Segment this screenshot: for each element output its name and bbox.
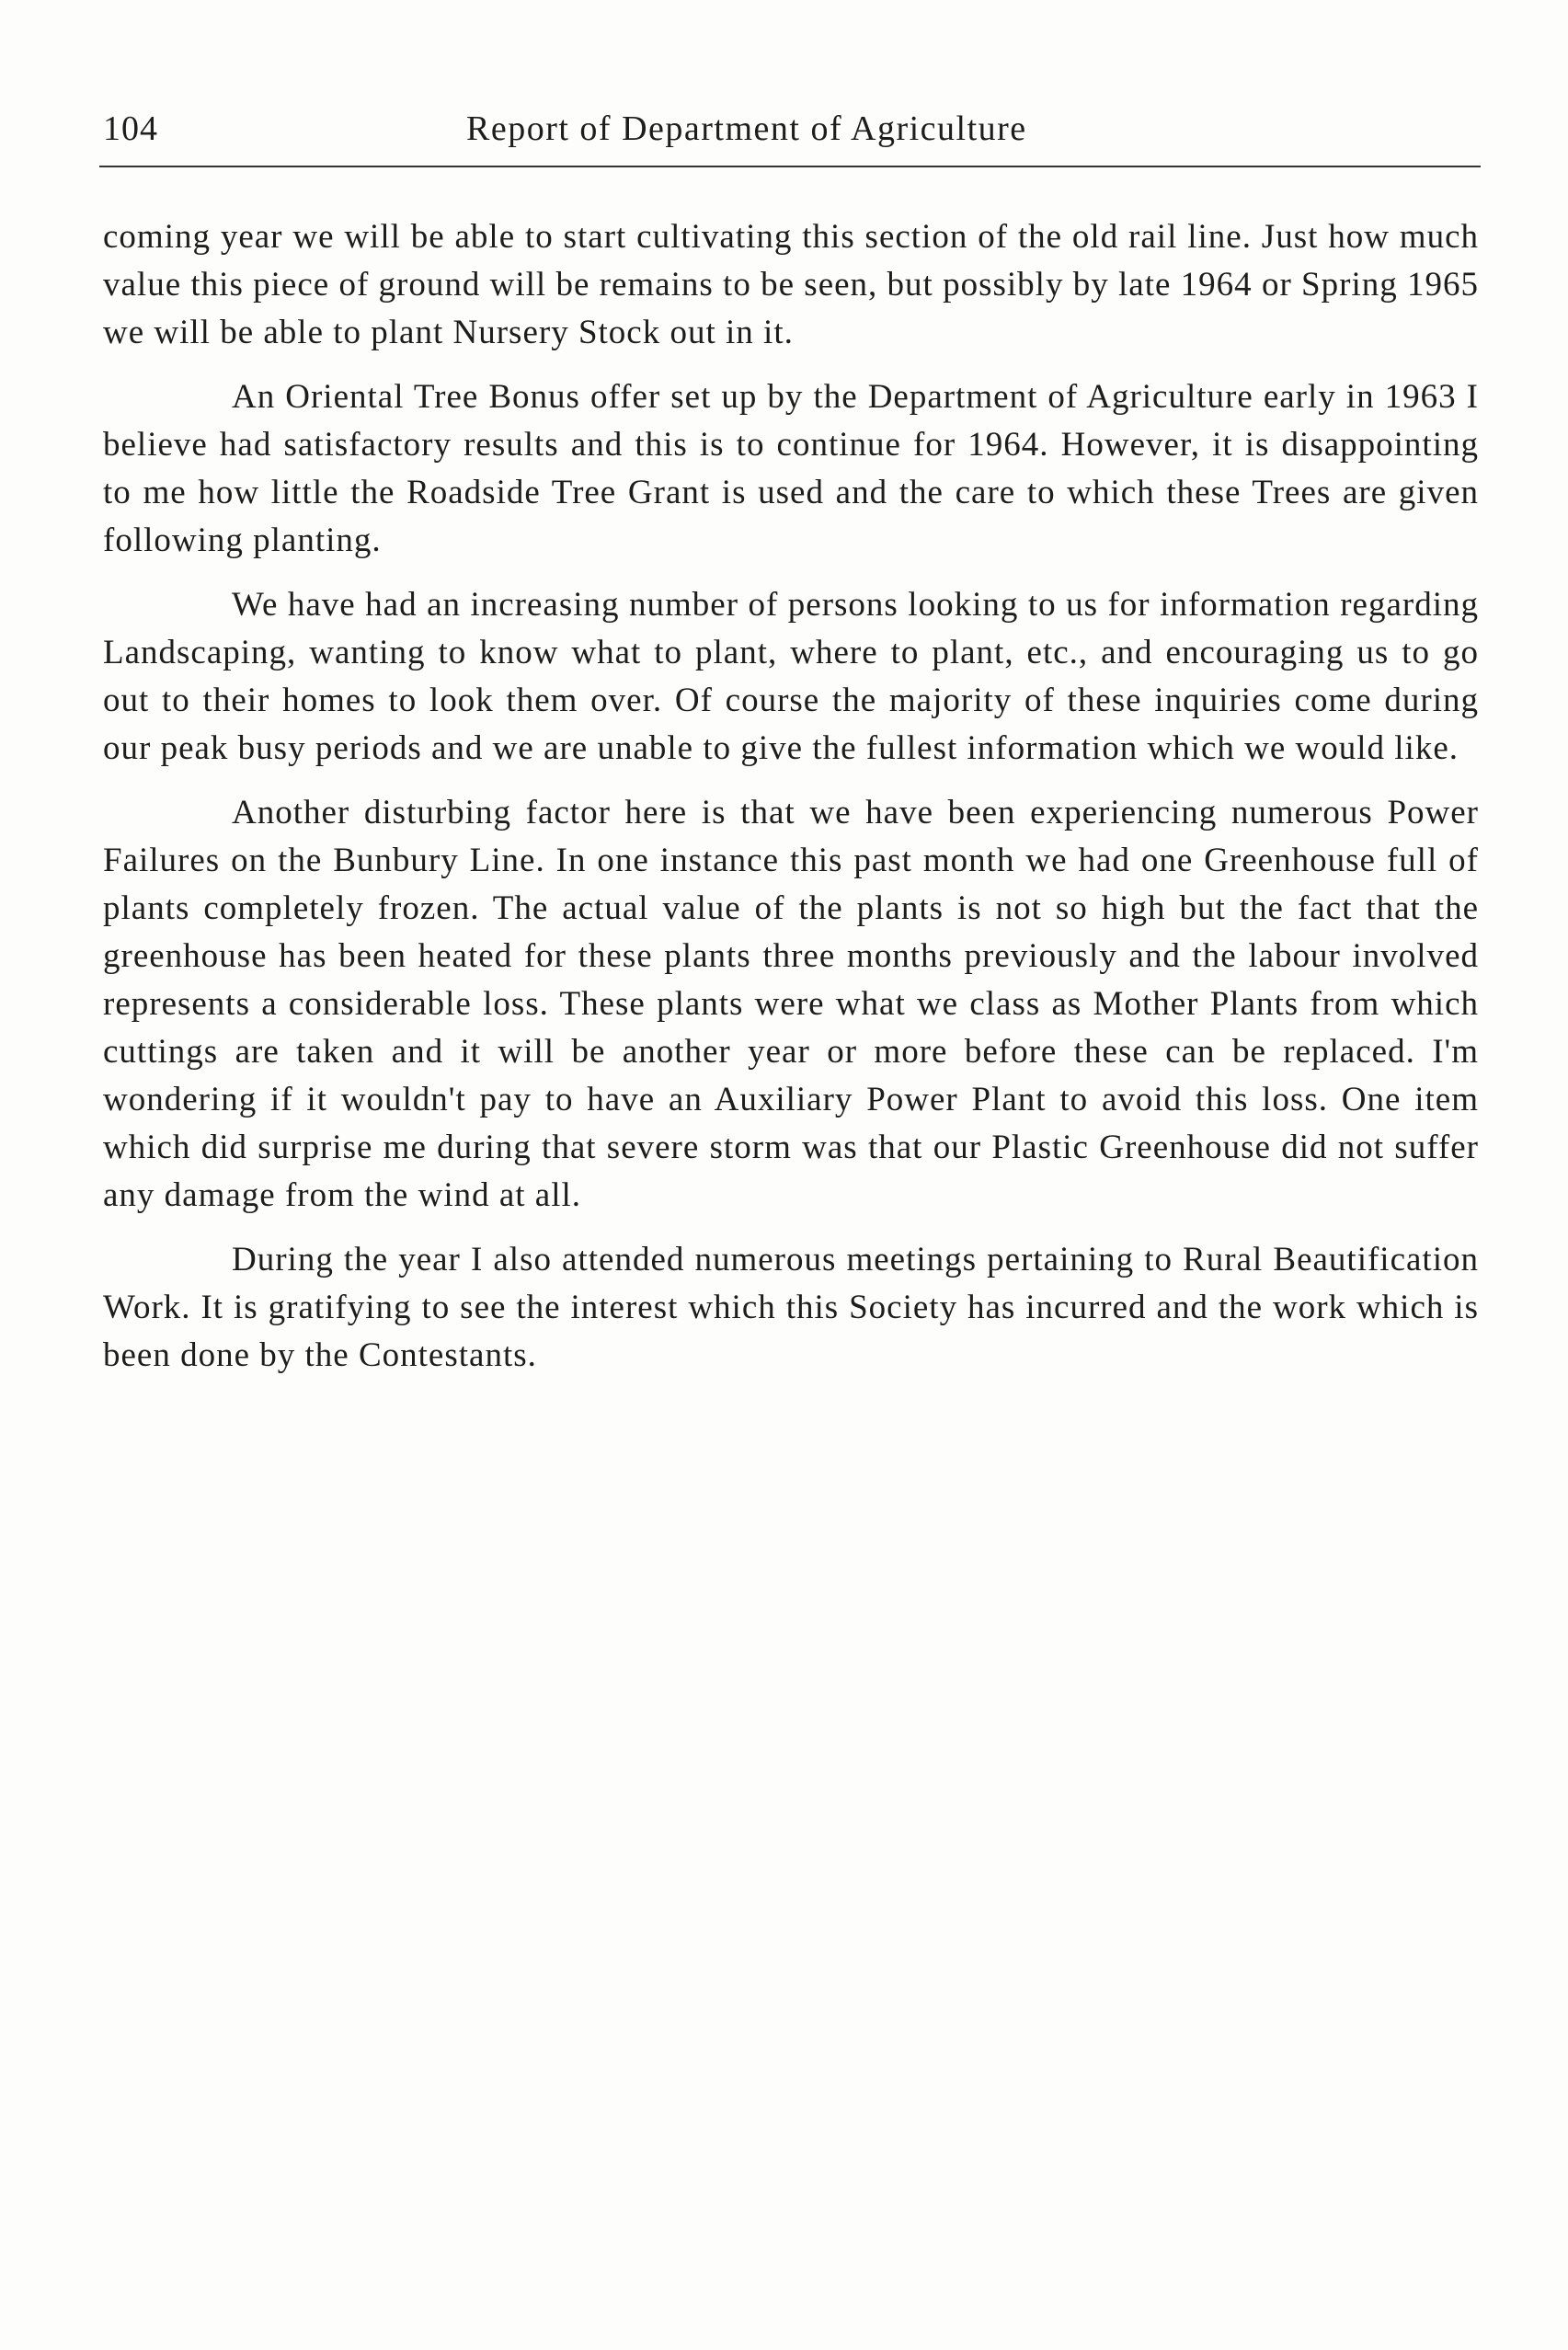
header-rule [99, 166, 1481, 167]
paragraph-5: During the year I also attended numerous meetings pertaining to Rural Beautification Work. It is gratifying to see the interest which this Society has incurred and the work which is been done by the Contestants. [103, 1241, 1479, 1374]
running-title: Report of Department of Agriculture [466, 109, 1027, 148]
paragraph-4: Another disturbing factor here is that we have been experiencing numerous Power Failures on the Bunbury Line. In one instance this past month we had one Greenhouse full of plants completely frozen. The actual value of the plants is not so high but the fact that the greenhouse has been heated for these plants three months previously and the labour involved represents a considerable loss. These plants were what we class as Mother Plants from which cuttings are taken and it will be another year or more before these can be replaced. I'm wondering if it wouldn't pay to have an Auxiliary Power Plant to avoid this loss. One item which did surprise me during that severe storm was that our Plastic Greenhouse did not suffer any damage from the wind at all. [103, 794, 1479, 1214]
body-text [103, 213, 1479, 1396]
page-header [103, 109, 1481, 155]
paragraph-2: An Oriental Tree Bonus offer set up by the Department of Agriculture early in 1963 I believe had satisfactory results and this is to continue for 1964. However, it is disappointing to me how little the Roadside Tree Grant is used and the care to which these Trees are given following planting. [103, 378, 1479, 559]
paragraph-1: coming year we will be able to start cultivating this section of the old rail line. Just how much value this piece of ground will be remains to be seen, but possibly by late 1964 or Spring 1965 we will be able to plant Nursery Stock out in it. [103, 218, 1479, 351]
paragraph-3: We have had an increasing number of persons looking to us for information regarding Landscaping, wanting to know what to plant, where to plant, etc., and encouraging us to go out to their homes to look them over. Of course the majority of these inquiries come during our peak busy periods and we are unable to give the fullest information which we would like. [103, 586, 1479, 767]
page-number: 104 [103, 109, 158, 148]
